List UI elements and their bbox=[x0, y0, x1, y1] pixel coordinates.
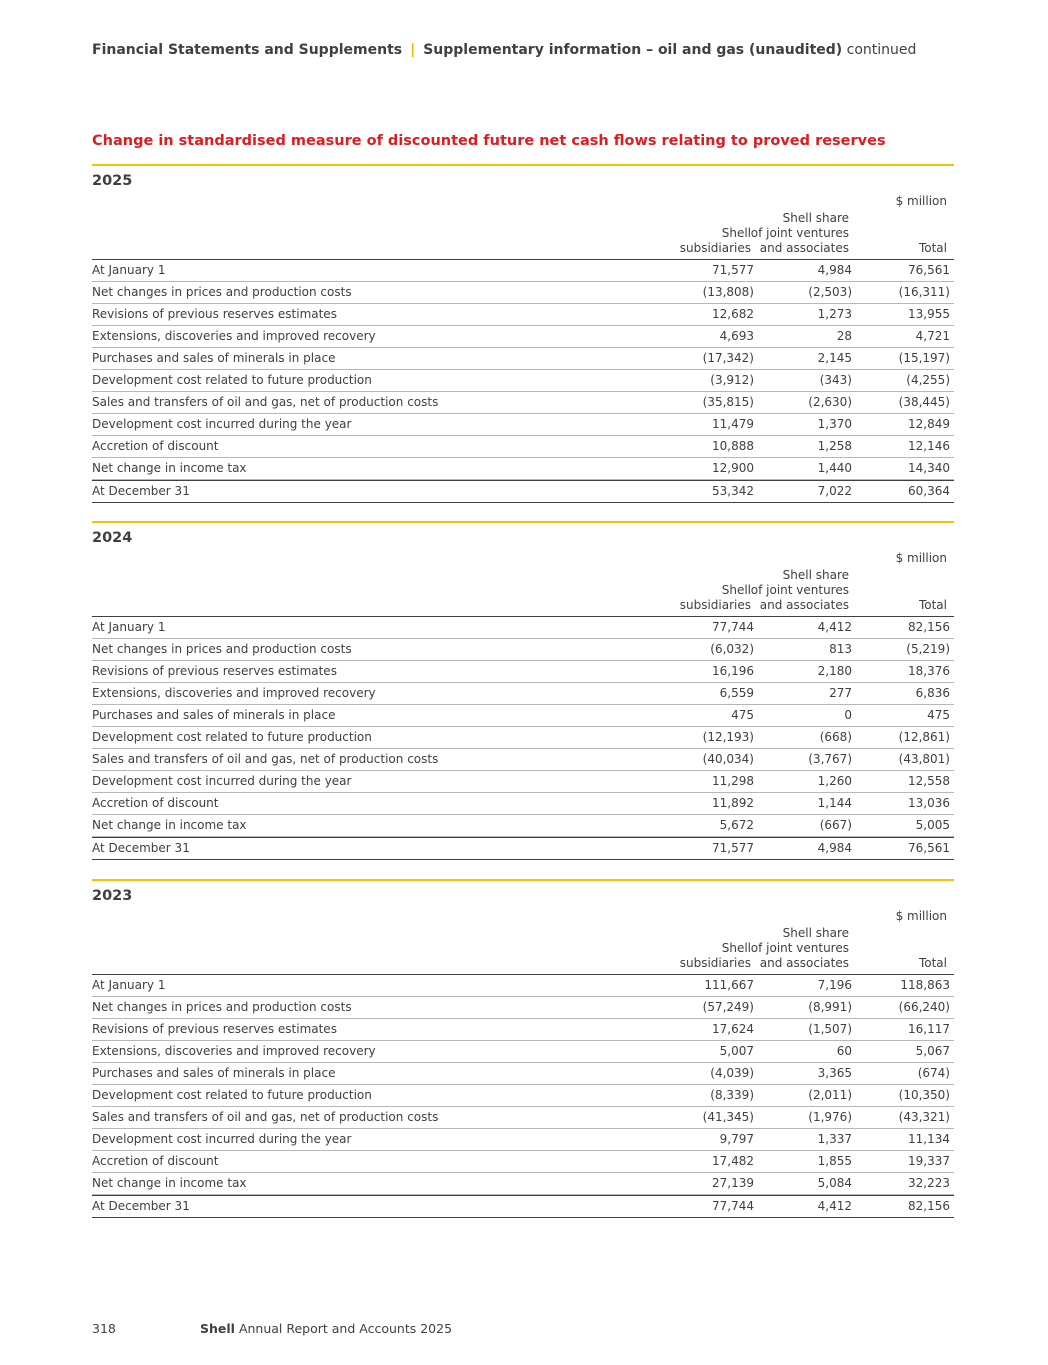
value-total: (43,801) bbox=[898, 752, 950, 766]
table-row bbox=[92, 975, 954, 997]
col-header-total bbox=[867, 598, 947, 613]
header-section: Financial Statements and Supplements bbox=[92, 42, 403, 58]
column-headers bbox=[92, 570, 954, 616]
value-subsidiaries: 77,744 bbox=[712, 1199, 754, 1213]
value-joint-ventures: (343) bbox=[819, 373, 852, 387]
value-joint-ventures: (1,976) bbox=[808, 1110, 852, 1124]
data-table bbox=[92, 616, 954, 860]
value-joint-ventures: 28 bbox=[836, 329, 852, 343]
value-joint-ventures: 4,412 bbox=[817, 620, 852, 634]
value-subsidiaries: 475 bbox=[731, 708, 754, 722]
value-subsidiaries: 10,888 bbox=[712, 439, 754, 453]
value-joint-ventures: (8,991) bbox=[808, 1000, 852, 1014]
header-separator: | bbox=[410, 42, 416, 58]
table-row bbox=[92, 661, 954, 683]
value-total: 16,117 bbox=[908, 1022, 950, 1036]
table-row bbox=[92, 683, 954, 705]
value-total: 475 bbox=[927, 708, 950, 722]
col-header-joint-ventures bbox=[729, 211, 849, 256]
value-subsidiaries: 12,682 bbox=[712, 307, 754, 321]
table-row bbox=[92, 1041, 954, 1063]
col-header-line: Total bbox=[918, 241, 947, 255]
row-label: Extensions, discoveries and improved recovery bbox=[92, 686, 376, 700]
value-total: 60,364 bbox=[908, 484, 950, 498]
unit-row bbox=[92, 191, 954, 213]
unit-row bbox=[92, 548, 954, 570]
table-row bbox=[92, 1173, 954, 1195]
value-joint-ventures: 1,258 bbox=[817, 439, 852, 453]
value-subsidiaries: 11,479 bbox=[712, 417, 754, 431]
table-row bbox=[92, 749, 954, 771]
col-header-line: Shell share bbox=[782, 211, 849, 225]
yellow-rule bbox=[92, 164, 954, 166]
row-label: Accretion of discount bbox=[92, 439, 219, 453]
row-label: Net change in income tax bbox=[92, 1176, 247, 1190]
value-total: 14,340 bbox=[908, 461, 950, 475]
col-header-total bbox=[867, 241, 947, 256]
row-label: Development cost incurred during the year bbox=[92, 1132, 352, 1146]
year-section-2025 bbox=[92, 164, 954, 503]
table-row bbox=[92, 1195, 954, 1217]
value-subsidiaries: (6,032) bbox=[710, 642, 754, 656]
col-header-line: Shell bbox=[721, 941, 751, 955]
row-label: At January 1 bbox=[92, 263, 166, 277]
col-header-line: and associates bbox=[759, 956, 849, 970]
value-joint-ventures: (668) bbox=[819, 730, 852, 744]
table-row bbox=[92, 326, 954, 348]
value-joint-ventures: 813 bbox=[829, 642, 852, 656]
year-section-2023 bbox=[92, 879, 954, 1218]
value-total: 12,849 bbox=[908, 417, 950, 431]
value-subsidiaries: (12,193) bbox=[702, 730, 754, 744]
value-total: 12,558 bbox=[908, 774, 950, 788]
col-header-line: Shell share bbox=[782, 568, 849, 582]
value-joint-ventures: 1,370 bbox=[817, 417, 852, 431]
value-total: 82,156 bbox=[908, 1199, 950, 1213]
row-label: Development cost related to future production bbox=[92, 373, 372, 387]
table-row bbox=[92, 392, 954, 414]
value-subsidiaries: (3,912) bbox=[710, 373, 754, 387]
value-joint-ventures: 277 bbox=[829, 686, 852, 700]
table-row bbox=[92, 1019, 954, 1041]
data-table bbox=[92, 259, 954, 503]
value-joint-ventures: (2,630) bbox=[808, 395, 852, 409]
table-row bbox=[92, 639, 954, 661]
row-label: Net changes in prices and production costs bbox=[92, 285, 352, 299]
unit-label: $ million bbox=[895, 194, 947, 208]
value-joint-ventures: (3,767) bbox=[808, 752, 852, 766]
value-subsidiaries: (17,342) bbox=[702, 351, 754, 365]
table-row bbox=[92, 617, 954, 639]
row-label: Extensions, discoveries and improved recovery bbox=[92, 1044, 376, 1058]
table-row bbox=[92, 997, 954, 1019]
table-row bbox=[92, 370, 954, 392]
row-label: At January 1 bbox=[92, 978, 166, 992]
row-label: Net change in income tax bbox=[92, 818, 247, 832]
col-header-line: Shell bbox=[721, 583, 751, 597]
value-joint-ventures: 60 bbox=[836, 1044, 852, 1058]
value-joint-ventures: 1,144 bbox=[817, 796, 852, 810]
value-joint-ventures: 7,196 bbox=[817, 978, 852, 992]
value-total: (12,861) bbox=[898, 730, 950, 744]
value-total: 6,836 bbox=[915, 686, 950, 700]
value-total: (4,255) bbox=[906, 373, 950, 387]
value-total: 5,005 bbox=[915, 818, 950, 832]
header-subsection: Supplementary information – oil and gas (unaudited) bbox=[423, 42, 843, 58]
value-joint-ventures: 2,145 bbox=[817, 351, 852, 365]
row-label: At December 31 bbox=[92, 841, 190, 855]
row-label: Net changes in prices and production costs bbox=[92, 1000, 352, 1014]
value-subsidiaries: 12,900 bbox=[712, 461, 754, 475]
page-header bbox=[92, 42, 916, 58]
page-title: Change in standardised measure of discounted future net cash flows relating to proved reserves bbox=[92, 133, 886, 149]
value-joint-ventures: 7,022 bbox=[817, 484, 852, 498]
value-joint-ventures: 1,260 bbox=[817, 774, 852, 788]
column-headers bbox=[92, 213, 954, 259]
value-joint-ventures: 5,084 bbox=[817, 1176, 852, 1190]
row-label: Sales and transfers of oil and gas, net of production costs bbox=[92, 395, 439, 409]
value-subsidiaries: (13,808) bbox=[702, 285, 754, 299]
col-header-line: Total bbox=[918, 598, 947, 612]
row-label: Development cost related to future production bbox=[92, 730, 372, 744]
col-header-joint-ventures bbox=[729, 926, 849, 971]
table-row bbox=[92, 436, 954, 458]
value-joint-ventures: 4,984 bbox=[817, 841, 852, 855]
row-label: Accretion of discount bbox=[92, 796, 219, 810]
value-subsidiaries: 17,624 bbox=[712, 1022, 754, 1036]
table-row bbox=[92, 1085, 954, 1107]
value-total: 4,721 bbox=[915, 329, 950, 343]
value-total: 13,036 bbox=[908, 796, 950, 810]
row-label: Revisions of previous reserves estimates bbox=[92, 1022, 337, 1036]
value-total: 18,376 bbox=[908, 664, 950, 678]
row-label: Extensions, discoveries and improved recovery bbox=[92, 329, 376, 343]
value-total: 76,561 bbox=[908, 841, 950, 855]
unit-row bbox=[92, 906, 954, 928]
value-total: (43,321) bbox=[898, 1110, 950, 1124]
row-label: Development cost incurred during the year bbox=[92, 774, 352, 788]
col-header-line: of joint ventures bbox=[750, 583, 849, 597]
value-subsidiaries: 4,693 bbox=[719, 329, 754, 343]
col-header-line: subsidiaries bbox=[679, 241, 751, 255]
value-joint-ventures: 4,412 bbox=[817, 1199, 852, 1213]
unit-label: $ million bbox=[895, 551, 947, 565]
col-header-line: of joint ventures bbox=[750, 226, 849, 240]
value-subsidiaries: 11,892 bbox=[712, 796, 754, 810]
value-subsidiaries: 5,672 bbox=[719, 818, 754, 832]
row-label: Revisions of previous reserves estimates bbox=[92, 664, 337, 678]
footer-brand: Shell bbox=[200, 1321, 235, 1336]
year-heading: 2025 bbox=[92, 173, 133, 189]
row-label: Revisions of previous reserves estimates bbox=[92, 307, 337, 321]
value-total: 12,146 bbox=[908, 439, 950, 453]
value-total: (10,350) bbox=[898, 1088, 950, 1102]
value-subsidiaries: 9,797 bbox=[719, 1132, 754, 1146]
value-joint-ventures: 3,365 bbox=[817, 1066, 852, 1080]
value-total: 76,561 bbox=[908, 263, 950, 277]
footer-report-title: Annual Report and Accounts 2025 bbox=[238, 1321, 453, 1336]
value-total: (38,445) bbox=[898, 395, 950, 409]
value-joint-ventures: 1,440 bbox=[817, 461, 852, 475]
unit-label: $ million bbox=[895, 909, 947, 923]
value-total: (5,219) bbox=[906, 642, 950, 656]
row-label: Net changes in prices and production costs bbox=[92, 642, 352, 656]
value-joint-ventures: 1,273 bbox=[817, 307, 852, 321]
value-subsidiaries: 11,298 bbox=[712, 774, 754, 788]
value-subsidiaries: 77,744 bbox=[712, 620, 754, 634]
row-label: Purchases and sales of minerals in place bbox=[92, 708, 336, 722]
year-section-2024 bbox=[92, 521, 954, 860]
col-header-line: Total bbox=[918, 956, 947, 970]
value-joint-ventures: (2,011) bbox=[808, 1088, 852, 1102]
row-label: At December 31 bbox=[92, 1199, 190, 1213]
table-row bbox=[92, 1063, 954, 1085]
value-subsidiaries: 53,342 bbox=[712, 484, 754, 498]
row-label: Sales and transfers of oil and gas, net of production costs bbox=[92, 1110, 439, 1124]
column-headers bbox=[92, 928, 954, 974]
table-row bbox=[92, 727, 954, 749]
value-joint-ventures: (1,507) bbox=[808, 1022, 852, 1036]
table-row bbox=[92, 1151, 954, 1173]
col-header-line: and associates bbox=[759, 241, 849, 255]
col-header-joint-ventures bbox=[729, 568, 849, 613]
table-row bbox=[92, 480, 954, 502]
year-heading: 2023 bbox=[92, 888, 133, 904]
table-row bbox=[92, 815, 954, 837]
value-joint-ventures: 1,337 bbox=[817, 1132, 852, 1146]
value-total: 118,863 bbox=[900, 978, 950, 992]
table-row bbox=[92, 793, 954, 815]
value-total: 82,156 bbox=[908, 620, 950, 634]
value-joint-ventures: 0 bbox=[844, 708, 852, 722]
col-header-line: and associates bbox=[759, 598, 849, 612]
table-row bbox=[92, 304, 954, 326]
value-subsidiaries: 6,559 bbox=[719, 686, 754, 700]
col-header-line: Shell bbox=[721, 226, 751, 240]
table-row bbox=[92, 1129, 954, 1151]
value-joint-ventures: 2,180 bbox=[817, 664, 852, 678]
table-row bbox=[92, 458, 954, 480]
value-joint-ventures: 1,855 bbox=[817, 1154, 852, 1168]
value-total: 32,223 bbox=[908, 1176, 950, 1190]
col-header-line: subsidiaries bbox=[679, 956, 751, 970]
col-header-total bbox=[867, 956, 947, 971]
value-subsidiaries: (8,339) bbox=[710, 1088, 754, 1102]
data-table bbox=[92, 974, 954, 1218]
row-label: Sales and transfers of oil and gas, net of production costs bbox=[92, 752, 439, 766]
value-subsidiaries: 16,196 bbox=[712, 664, 754, 678]
value-subsidiaries: (57,249) bbox=[702, 1000, 754, 1014]
value-total: (66,240) bbox=[898, 1000, 950, 1014]
value-subsidiaries: 111,667 bbox=[704, 978, 754, 992]
yellow-rule bbox=[92, 521, 954, 523]
value-subsidiaries: (41,345) bbox=[702, 1110, 754, 1124]
table-row bbox=[92, 1107, 954, 1129]
value-joint-ventures: (667) bbox=[819, 818, 852, 832]
value-subsidiaries: 5,007 bbox=[719, 1044, 754, 1058]
row-label: Purchases and sales of minerals in place bbox=[92, 351, 336, 365]
value-subsidiaries: (35,815) bbox=[702, 395, 754, 409]
table-row bbox=[92, 705, 954, 727]
col-header-line: subsidiaries bbox=[679, 598, 751, 612]
value-joint-ventures: (2,503) bbox=[808, 285, 852, 299]
table-row bbox=[92, 414, 954, 436]
value-total: 5,067 bbox=[915, 1044, 950, 1058]
row-label: At January 1 bbox=[92, 620, 166, 634]
value-subsidiaries: 71,577 bbox=[712, 263, 754, 277]
year-heading: 2024 bbox=[92, 530, 133, 546]
value-total: 11,134 bbox=[908, 1132, 950, 1146]
value-subsidiaries: (40,034) bbox=[702, 752, 754, 766]
table-row bbox=[92, 260, 954, 282]
table-row bbox=[92, 837, 954, 859]
row-label: Development cost incurred during the year bbox=[92, 417, 352, 431]
header-continued: continued bbox=[846, 42, 917, 58]
row-label: Purchases and sales of minerals in place bbox=[92, 1066, 336, 1080]
col-header-line: of joint ventures bbox=[750, 941, 849, 955]
value-total: 13,955 bbox=[908, 307, 950, 321]
yellow-rule bbox=[92, 879, 954, 881]
table-row bbox=[92, 348, 954, 370]
row-label: Accretion of discount bbox=[92, 1154, 219, 1168]
value-total: (16,311) bbox=[898, 285, 950, 299]
table-row bbox=[92, 282, 954, 304]
page-number: 318 bbox=[92, 1321, 116, 1336]
col-header-line: Shell share bbox=[782, 926, 849, 940]
row-label: At December 31 bbox=[92, 484, 190, 498]
value-subsidiaries: 71,577 bbox=[712, 841, 754, 855]
value-subsidiaries: (4,039) bbox=[710, 1066, 754, 1080]
row-label: Development cost related to future production bbox=[92, 1088, 372, 1102]
page-footer bbox=[92, 1321, 452, 1336]
value-subsidiaries: 27,139 bbox=[712, 1176, 754, 1190]
value-joint-ventures: 4,984 bbox=[817, 263, 852, 277]
value-total: (674) bbox=[917, 1066, 950, 1080]
value-total: (15,197) bbox=[898, 351, 950, 365]
value-total: 19,337 bbox=[908, 1154, 950, 1168]
table-row bbox=[92, 771, 954, 793]
row-label: Net change in income tax bbox=[92, 461, 247, 475]
value-subsidiaries: 17,482 bbox=[712, 1154, 754, 1168]
